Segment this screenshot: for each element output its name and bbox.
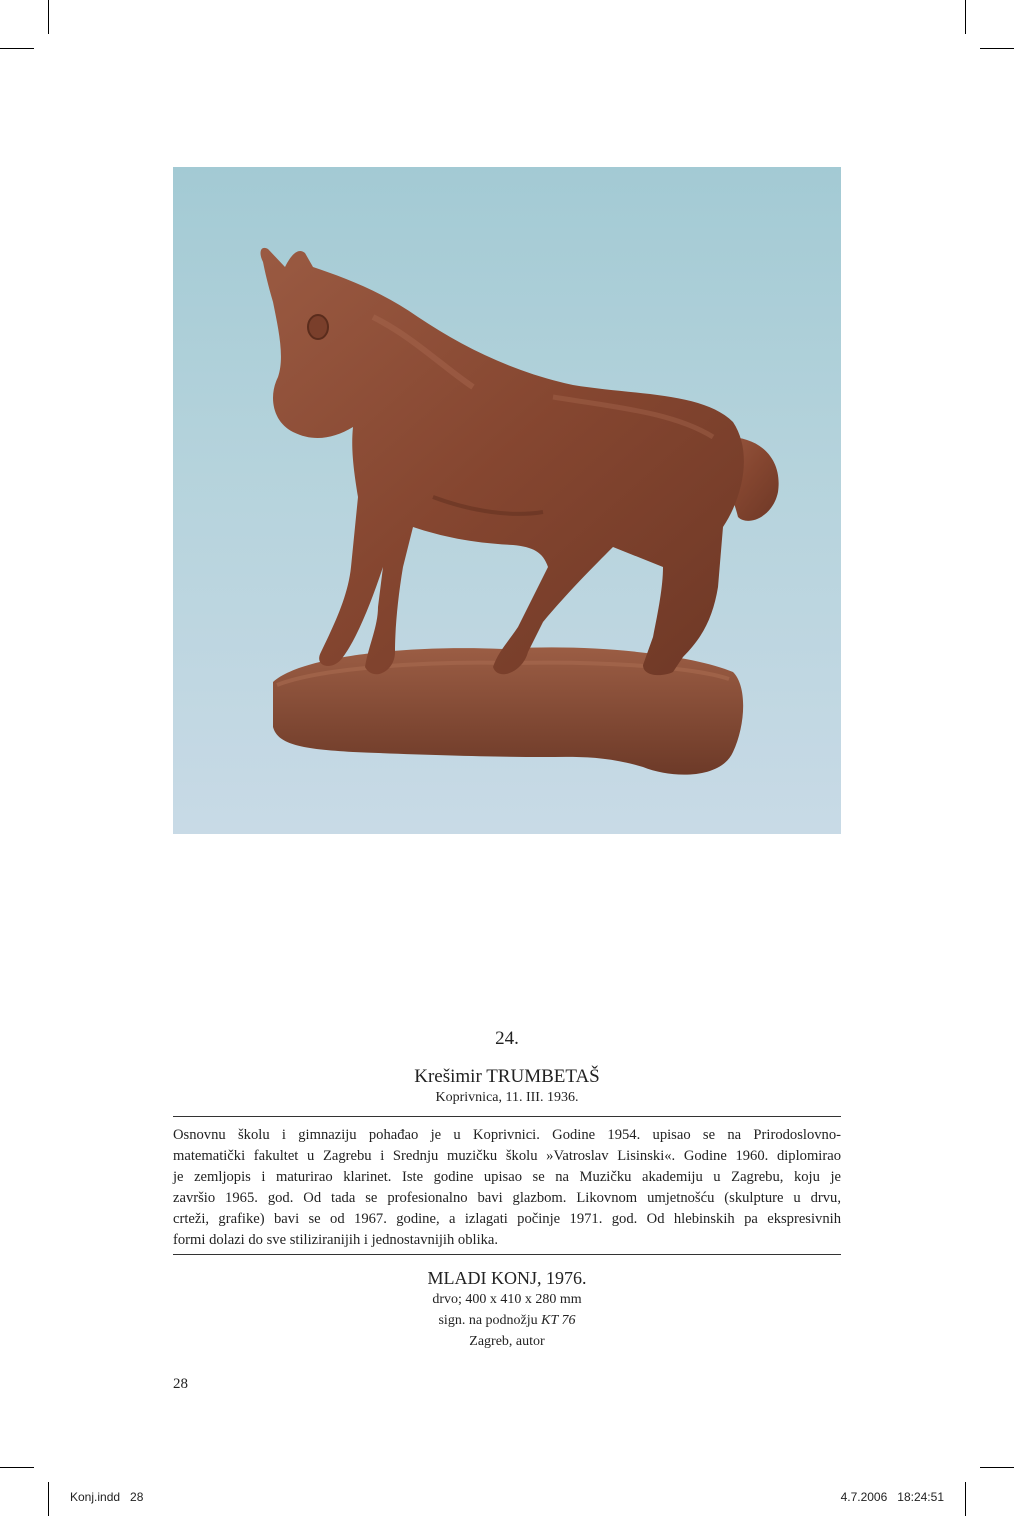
- biography-line: matematički fakultet u Zagrebu i Srednju muzičku školu »Vatroslav Lisinski«. Godine 1960. diplomirao: [173, 1148, 841, 1164]
- crop-mark: [48, 0, 49, 34]
- work-signature: [0, 1313, 1014, 1329]
- biography-line: formi dolazi do sve stiliziranijih i jednostavnijih oblika.: [173, 1232, 499, 1248]
- slug-datetime: 4.7.2006 18:24:51: [840, 1490, 944, 1504]
- work-signature-prefix: sign. na podnožju: [438, 1313, 542, 1328]
- divider-top: [173, 1116, 841, 1117]
- horse-eye: [308, 315, 328, 339]
- divider-bottom: [173, 1254, 841, 1255]
- work-location: Zagreb, autor: [469, 1334, 545, 1349]
- crop-mark: [980, 1467, 1014, 1468]
- horse-body: [261, 248, 744, 675]
- crop-mark: [0, 1467, 34, 1468]
- biography: [173, 1125, 841, 1251]
- slug-file: Konj.indd 28: [70, 1490, 144, 1504]
- birth-info: Koprivnica, 11. III. 1936.: [435, 1090, 579, 1105]
- entry-number: 24.: [495, 1028, 519, 1049]
- author-name: Krešimir TRUMBETAŠ: [414, 1066, 600, 1087]
- crop-mark: [965, 1482, 966, 1516]
- page-number: 28: [173, 1376, 188, 1392]
- biography-line: završio 1965. god. Od tada se profesionalno bavi glazbom. Likovnom umjetnošću (skulpture u drvu,: [173, 1190, 841, 1206]
- wooden-horse-sculpture: [173, 167, 841, 834]
- crop-mark: [0, 48, 34, 49]
- sculpture-photo: [173, 167, 841, 834]
- biography-line: je zemljopis i maturirao klarinet. Iste godine upisao se na Muzičku akademiju u Zagrebu, koju je: [173, 1169, 841, 1185]
- crop-mark: [48, 1482, 49, 1516]
- work-material: drvo; 400 x 410 x 280 mm: [432, 1292, 582, 1307]
- work-signature-mark: KT 76: [541, 1313, 576, 1328]
- crop-mark: [980, 48, 1014, 49]
- biography-line: Osnovnu školu i gimnaziju pohađao je u Koprivnici. Godine 1954. upisao se na Prirodoslovno-: [173, 1127, 841, 1143]
- biography-line: crteži, grafike) bavi se od 1967. godine, a izlagati počinje 1971. god. Od hlebinskih pa ekspresivnih: [173, 1211, 841, 1227]
- work-title: MLADI KONJ, 1976.: [427, 1268, 587, 1288]
- crop-mark: [965, 0, 966, 34]
